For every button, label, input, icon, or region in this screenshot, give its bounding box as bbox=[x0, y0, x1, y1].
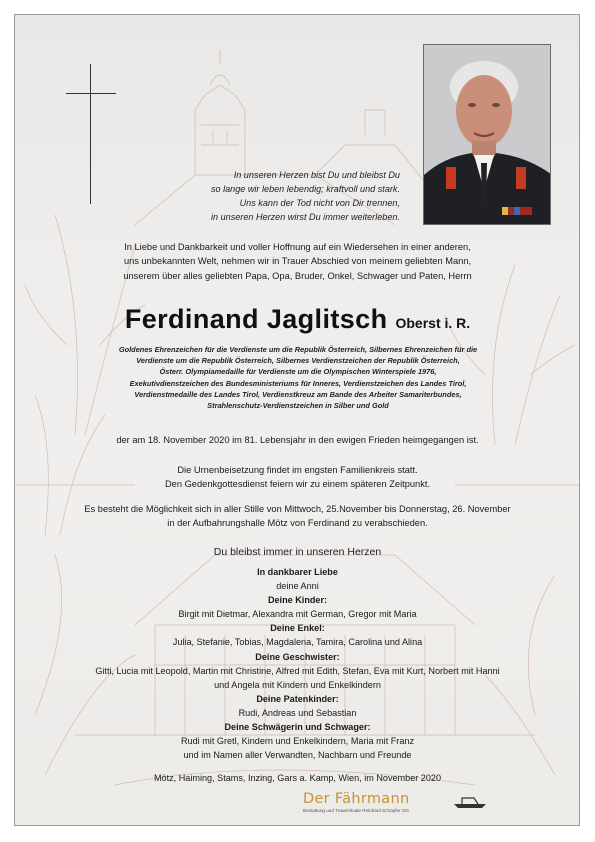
mourner-group-heading: In dankbarer Liebe bbox=[257, 567, 338, 577]
mourner-group-heading: Deine Geschwister: bbox=[255, 651, 340, 662]
deceased-name-row bbox=[0, 304, 595, 335]
portrait-photo bbox=[423, 44, 551, 225]
mourner-line: Julia, Stefanie, Tobias, Magdalena, Tamira, Carolina und Alina bbox=[172, 637, 423, 648]
mourner-line: Gitti, Lucia mit Leopold, Martin mit Christine, Alfred mit Edith, Stefan, Eva mit Kurt, Norbert mit Hanni bbox=[95, 665, 500, 676]
mourner-line: Birgit mit Dietmar, Alexandra mit German, Gregor mit Maria bbox=[178, 609, 417, 620]
honors-list bbox=[58, 344, 538, 411]
deceased-name: Ferdinand Jaglitsch bbox=[124, 304, 388, 334]
closing-phrase: Du bleibst immer in unseren Herzen bbox=[213, 546, 382, 558]
honors-line: Goldenes Ehrenzeichen für die Verdienste um die Republik Österreich, Silbernes Ehrenzeichen für die bbox=[118, 345, 478, 354]
funeral-info bbox=[30, 463, 565, 491]
mourner-group-heading: Deine Schwägerin und Schwager: bbox=[224, 722, 371, 733]
mourner-line: und im Namen aller Verwandten, Nachbarn und Freunde bbox=[183, 750, 412, 761]
viewing-line: Es besteht die Möglichkeit sich in aller Stille von Mittwoch, 25.November bis Donnerstag, 26. November bbox=[84, 504, 511, 514]
mourner-line: Rudi, Andreas und Sebastian bbox=[238, 707, 357, 718]
viewing-line: in der Aufbahrungshalle Mötz von Ferdinand zu verabschieden. bbox=[167, 518, 428, 528]
mourner-group-heading: Deine Enkel: bbox=[270, 623, 325, 634]
mourner-line: Rudi mit Gretl, Kindern und Enkelkindern, Maria mit Franz bbox=[181, 736, 414, 747]
mourner-group-heading: Deine Patenkinder: bbox=[256, 693, 339, 704]
portrait-illustration bbox=[424, 45, 551, 225]
intro-line: unserem über alles geliebten Papa, Opa, Bruder, Onkel, Schwager und Paten, Herrn bbox=[123, 270, 472, 281]
funeral-line: Den Gedenkgottesdienst feiern wir zu einem späteren Zeitpunkt. bbox=[164, 479, 431, 489]
death-notice: der am 18. November 2020 im 81. Lebensjahr in den ewigen Frieden heimgegangen ist. bbox=[116, 435, 479, 445]
mourner-line: und Angela mit Kindern und Enkelkindern bbox=[214, 679, 381, 690]
intro-text bbox=[40, 240, 555, 283]
viewing-info bbox=[30, 502, 565, 530]
deceased-rank: Oberst i. R. bbox=[395, 315, 471, 331]
boat-icon bbox=[452, 794, 488, 810]
places-and-date: Mötz, Haiming, Stams, Inzing, Gars a. Kamp, Wien, im November 2020 bbox=[153, 773, 442, 783]
honors-line: Strahlenschutz-Verdienstzeichen in Silber und Gold bbox=[207, 401, 389, 411]
intro-line: In Liebe und Dankbarkeit und voller Hoffnung auf ein Wiedersehen in einer anderen, bbox=[124, 242, 471, 252]
honors-line: Exekutivdienstzeichen des Bundesministeriums für Inneres, Verdienstzeichen des Landes Tirol, bbox=[129, 378, 467, 388]
honors-line: Verdienste um die Republik Österreich, Silbernes Verdienstzeichen der Republik Österreich, bbox=[136, 356, 460, 366]
logo-subtitle: Bestattung und Trauerrituale Reinhard Schöpfer OG bbox=[303, 808, 409, 813]
honors-line: Österr. Olympiamedaille für Verdienste um die Olympischen Winterspiele 1976, bbox=[159, 367, 437, 377]
intro-line: uns unbekannten Welt, nehmen wir in Trauer Abschied von meinem geliebten Mann, bbox=[123, 256, 472, 267]
cross-icon bbox=[66, 64, 116, 204]
poem-line: so lange wir leben lebendig; kraftvoll und stark. bbox=[210, 184, 400, 194]
mourner-line: deine Anni bbox=[276, 581, 319, 592]
mourner-group-heading: Deine Kinder: bbox=[267, 595, 328, 606]
poem-line: in unseren Herzen wirst Du immer weiterleben. bbox=[210, 212, 400, 222]
logo-brand: Der Fährmann bbox=[303, 791, 410, 807]
poem-line: In unseren Herzen bist Du und bleibst Du bbox=[233, 170, 400, 180]
funeral-home-logo bbox=[303, 791, 453, 813]
funeral-line: Die Urnenbeisetzung findet im engsten Familienkreis statt. bbox=[177, 465, 418, 475]
honors-line: Verdienstmedaille des Landes Tirol, Verdienstkreuz am Bande des Arbeiter Samariterbundes, bbox=[134, 389, 462, 399]
mourners-list bbox=[30, 565, 565, 762]
poem bbox=[150, 168, 400, 224]
poem-line: Uns kann der Tod nicht von Dir trennen, bbox=[239, 198, 400, 208]
